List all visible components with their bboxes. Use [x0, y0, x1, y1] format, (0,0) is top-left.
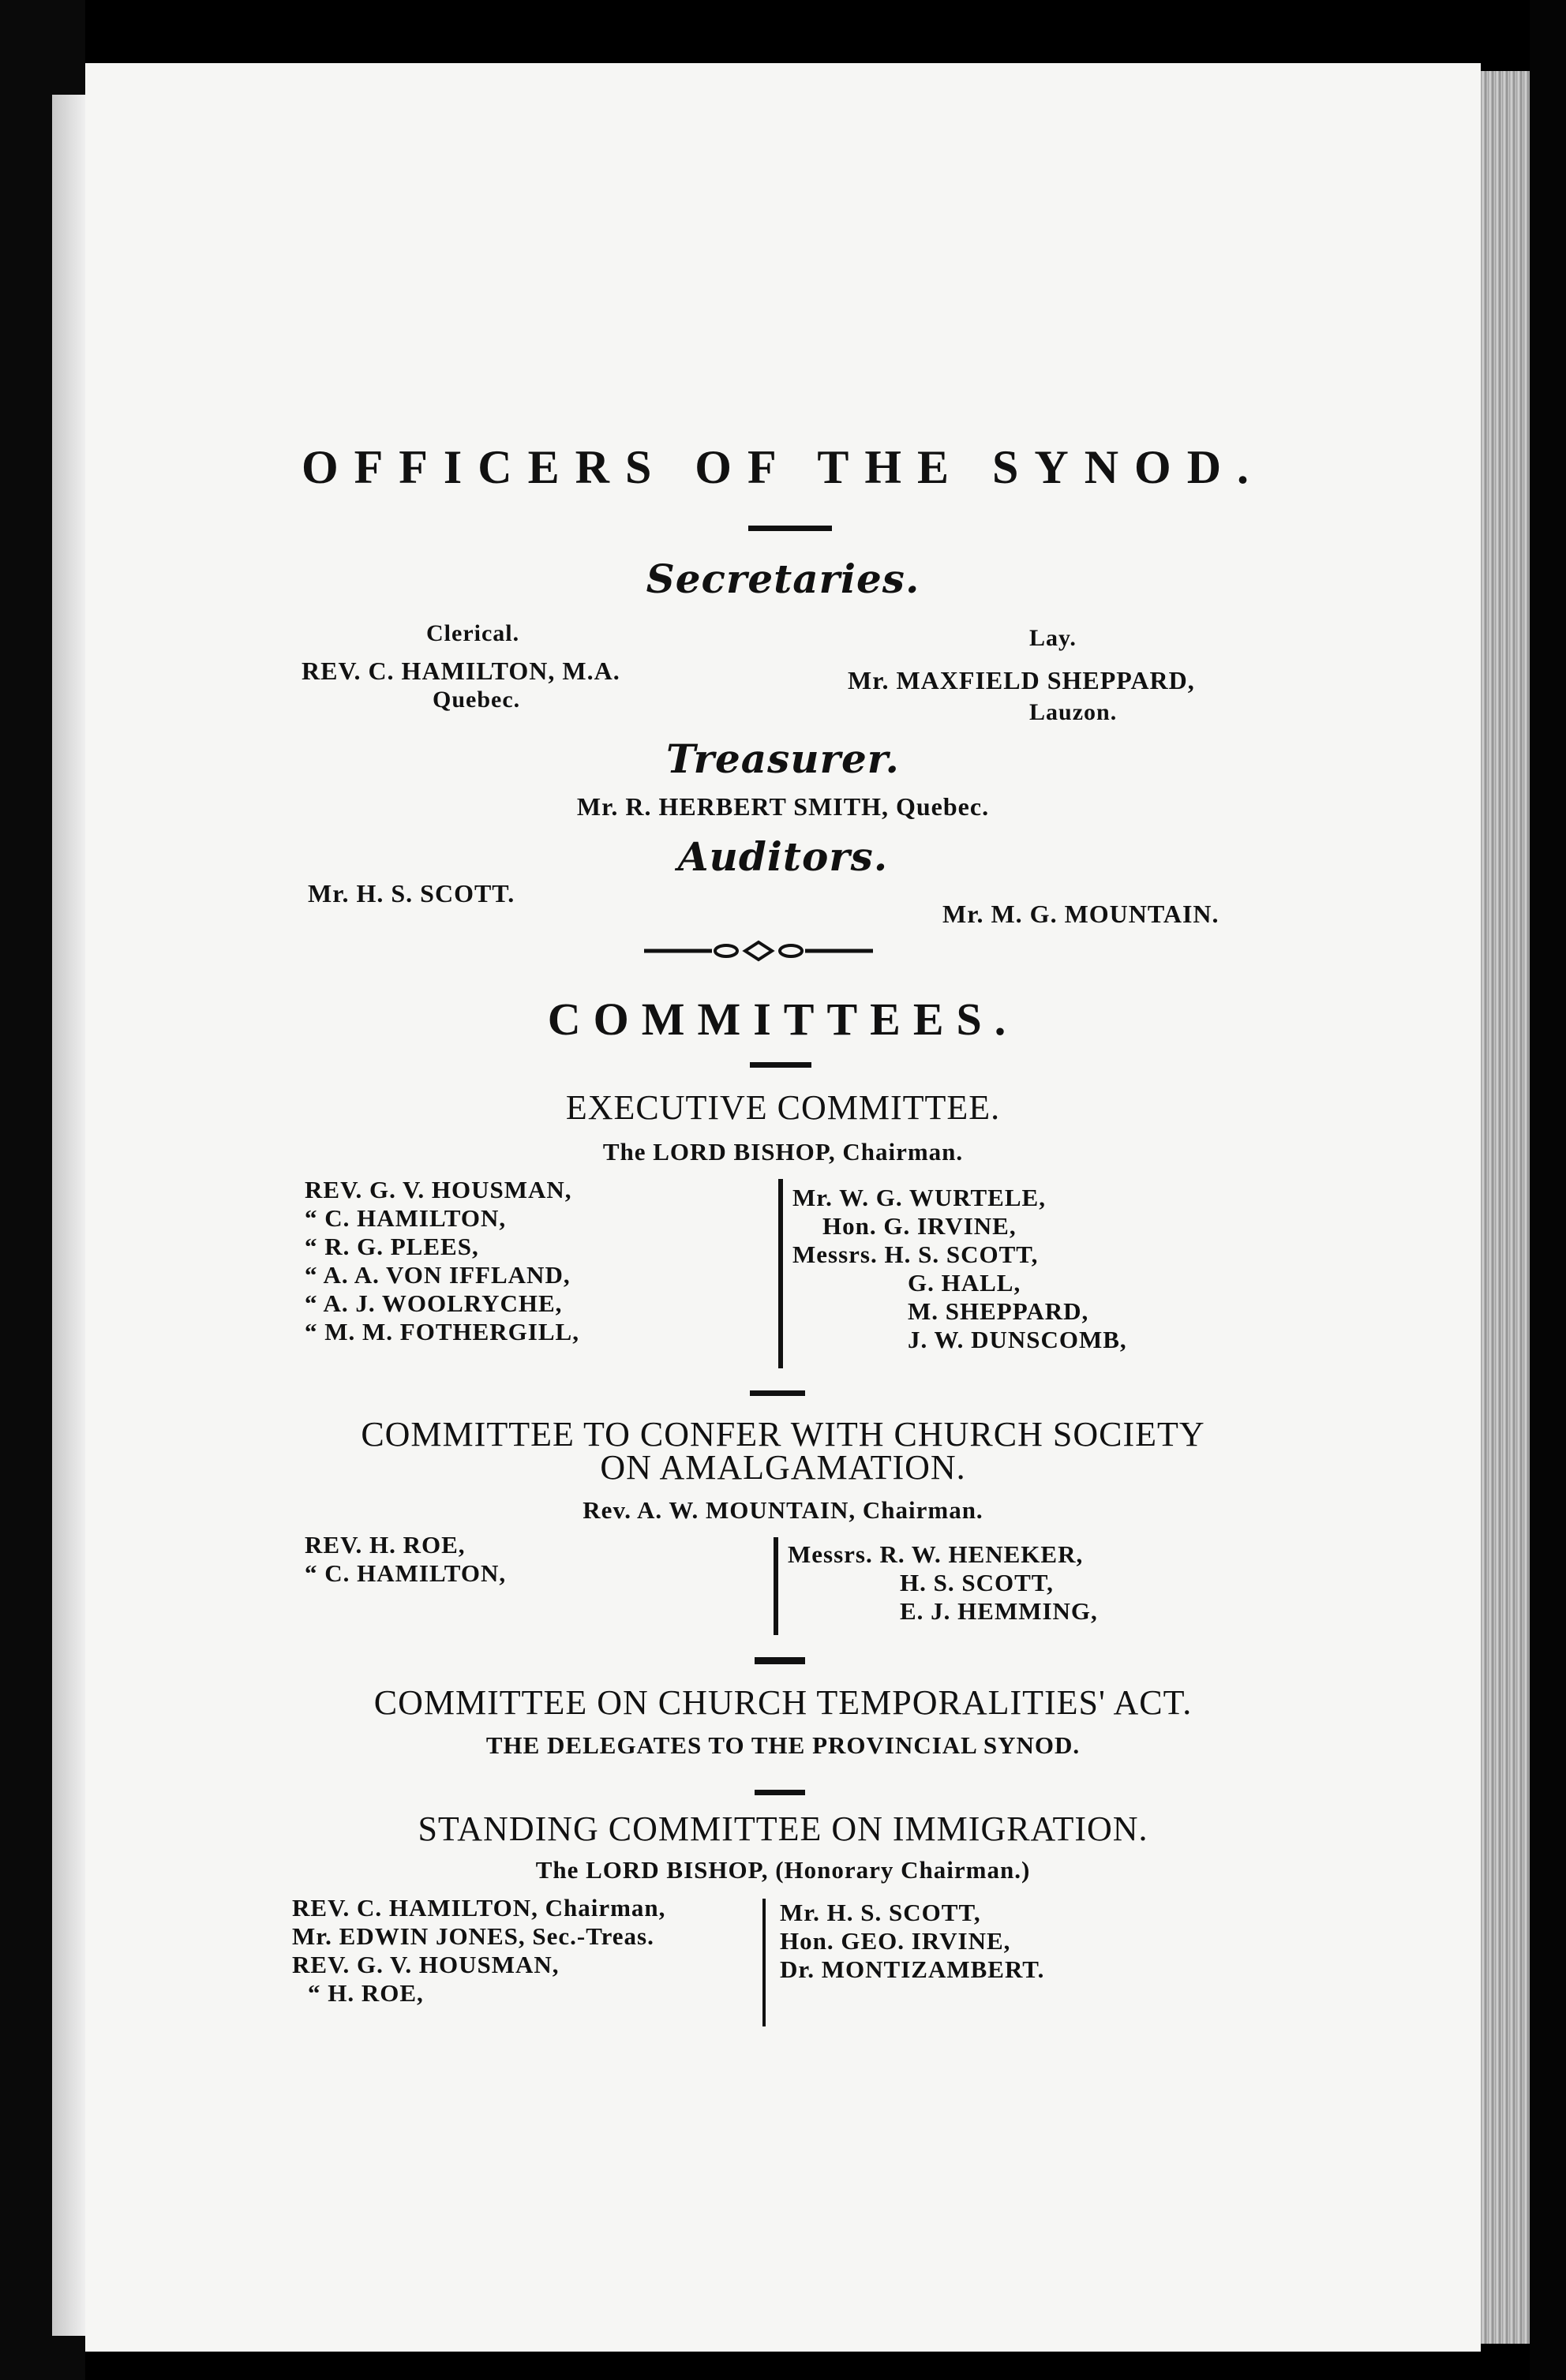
- list-item: “ H. ROE,: [308, 1979, 424, 2007]
- list-item: G. HALL,: [908, 1269, 1021, 1297]
- executive-committee-chair: The LORD BISHOP, Chairman.: [602, 1138, 964, 1166]
- list-item: “ R. G. PLEES,: [305, 1233, 479, 1260]
- secretaries-heading: Secretaries.: [646, 556, 920, 602]
- list-item: REV. C. HAMILTON, Chairman,: [292, 1894, 666, 1922]
- officers-title: OFFICERS OF THE SYNOD.: [301, 441, 1265, 493]
- list-item: Hon. GEO. IRVINE,: [780, 1927, 1011, 1955]
- list-item: H. S. SCOTT,: [900, 1569, 1054, 1596]
- list-item: Messrs. R. W. HENEKER,: [788, 1540, 1084, 1568]
- clerical-label: Clerical.: [426, 620, 520, 646]
- list-item: REV. G. V. HOUSMAN,: [292, 1951, 560, 1978]
- church-society-committee-clergy: [305, 1531, 506, 1588]
- list-item: J. W. DUNSCOMB,: [908, 1326, 1127, 1353]
- auditors-heading: Auditors.: [677, 833, 889, 880]
- list-item: Mr. EDWIN JONES, Sec.-Treas.: [292, 1922, 654, 1950]
- column-divider: [774, 1537, 778, 1635]
- church-society-committee-heading-line1: COMMITTEE TO CONFER WITH CHURCH SOCIETY: [361, 1415, 1205, 1454]
- list-item: Mr. W. G. WURTELE,: [792, 1184, 1046, 1211]
- temporalities-committee-members: THE DELEGATES TO THE PROVINCIAL SYNOD.: [485, 1731, 1081, 1759]
- immigration-committee-heading: STANDING COMMITTEE ON IMMIGRATION.: [418, 1809, 1148, 1848]
- immigration-committee-left: [292, 1894, 665, 2008]
- right-scan-margin: [1530, 0, 1566, 2380]
- list-item: “ C. HAMILTON,: [305, 1204, 507, 1232]
- church-society-committee-chair: Rev. A. W. MOUNTAIN, Chairman.: [583, 1496, 983, 1524]
- facing-page-edge: [52, 95, 85, 2336]
- executive-committee-heading: EXECUTIVE COMMITTEE.: [565, 1088, 1001, 1127]
- committees-title: COMMITTEES.: [547, 994, 1019, 1045]
- immigration-committee-chair: The LORD BISHOP, (Honorary Chairman.): [535, 1856, 1031, 1884]
- list-item: “ A. A. VON IFFLAND,: [305, 1261, 571, 1289]
- auditor-right: Mr. M. G. MOUNTAIN.: [942, 900, 1219, 928]
- list-item: “ A. J. WOOLRYCHE,: [305, 1289, 563, 1317]
- committees-rule: [750, 1062, 811, 1068]
- column-divider: [778, 1179, 783, 1368]
- executive-committee-clergy: [305, 1176, 579, 1346]
- section-rule: [755, 1790, 805, 1795]
- list-item: M. SHEPPARD,: [908, 1297, 1089, 1325]
- church-society-committee-laity: [788, 1540, 1098, 1626]
- treasurer-name: Mr. R. HERBERT SMITH, Quebec.: [576, 792, 990, 821]
- list-item: Hon. G. IRVINE,: [822, 1212, 1017, 1240]
- lay-secretary-place: Lauzon.: [1029, 699, 1118, 725]
- lay-secretary-name: Mr. MAXFIELD SHEPPARD,: [848, 666, 1195, 694]
- list-item: Dr. MONTIZAMBERT.: [780, 1955, 1045, 1983]
- list-item: “ M. M. FOTHERGILL,: [305, 1318, 579, 1345]
- title-rule: [748, 526, 832, 531]
- list-item: REV. G. V. HOUSMAN,: [305, 1176, 572, 1203]
- column-divider: [762, 1899, 766, 2026]
- list-item: “ C. HAMILTON,: [305, 1559, 507, 1587]
- church-society-committee-heading-line2: ON AMALGAMATION.: [600, 1448, 966, 1487]
- list-item: Mr. H. S. SCOTT,: [780, 1899, 981, 1926]
- list-item: E. J. HEMMING,: [900, 1597, 1098, 1625]
- list-item: REV. H. ROE,: [305, 1531, 466, 1559]
- clerical-secretary-name: REV. C. HAMILTON, M.A.: [302, 657, 620, 685]
- book-page: [85, 63, 1481, 2352]
- temporalities-committee-heading: COMMITTEE ON CHURCH TEMPORALITIES' ACT.: [373, 1683, 1193, 1722]
- treasurer-heading: Treasurer.: [666, 735, 900, 782]
- ornament-divider: [644, 939, 873, 963]
- section-rule: [755, 1657, 805, 1664]
- lay-label: Lay.: [1029, 625, 1077, 651]
- executive-committee-laity: [792, 1184, 1127, 1354]
- section-rule: [750, 1390, 805, 1396]
- clerical-secretary-place: Quebec.: [433, 687, 521, 713]
- immigration-committee-right: [780, 1899, 1044, 1984]
- list-item: Messrs. H. S. SCOTT,: [792, 1241, 1039, 1268]
- auditor-left: Mr. H. S. SCOTT.: [308, 879, 515, 907]
- page-stack-edge: [1481, 71, 1530, 2344]
